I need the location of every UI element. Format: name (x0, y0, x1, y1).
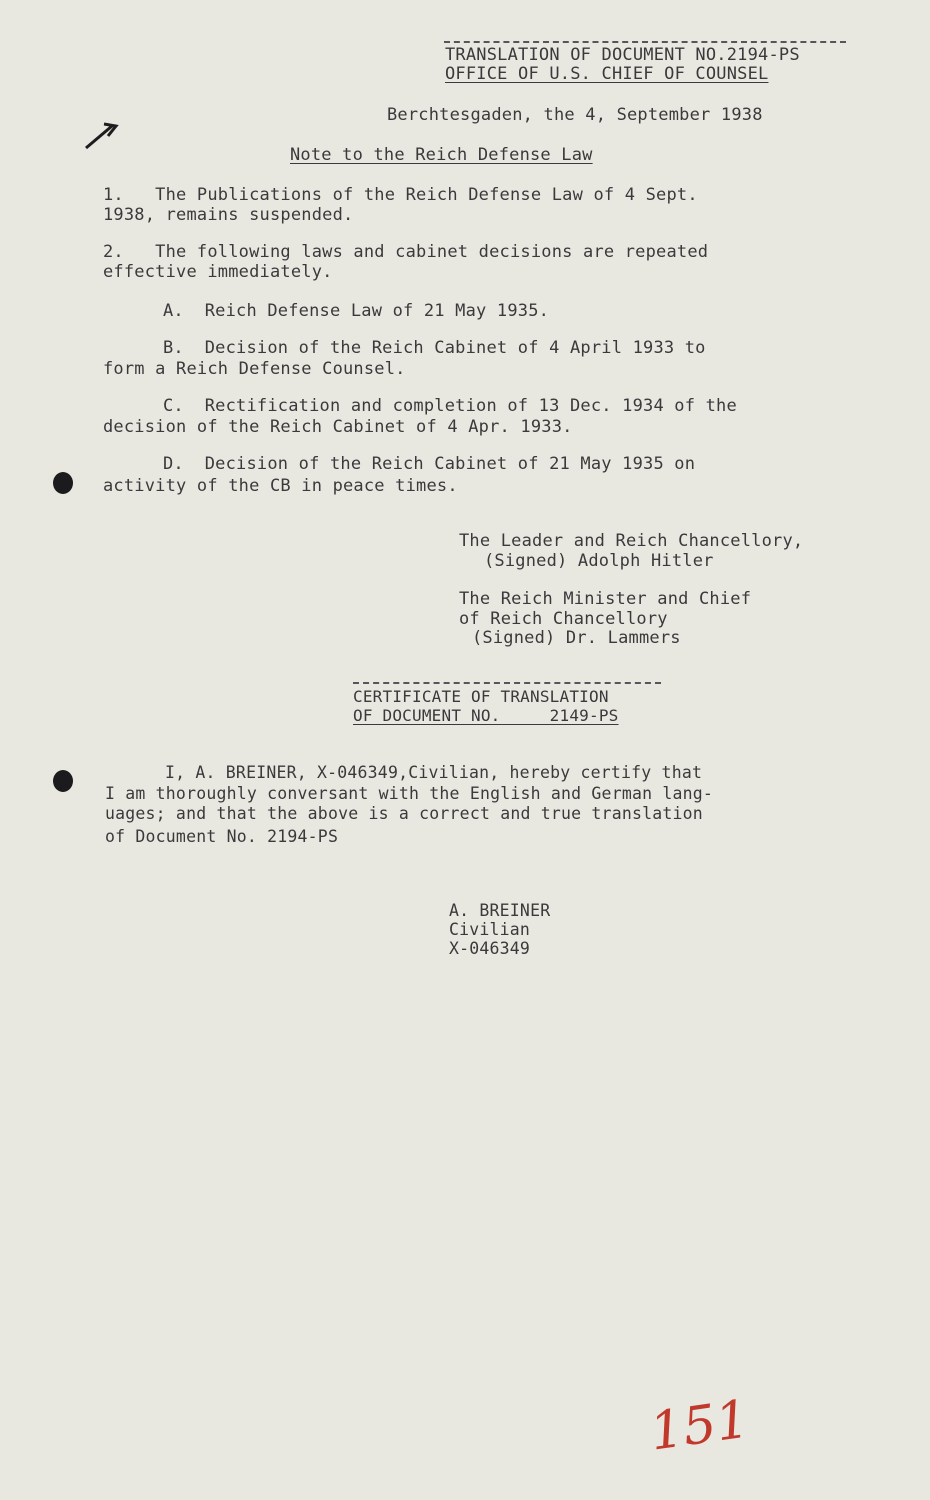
paragraph-1-line-2: 1938, remains suspended. (103, 205, 354, 225)
translator-status: Civilian (449, 920, 531, 939)
item-a: A. Reich Defense Law of 21 May 1935. (163, 301, 550, 321)
punch-hole-top (53, 472, 73, 494)
certificate-body-line-4: of Document No. 2194-PS (105, 827, 339, 846)
certificate-body-line-1: I, A. BREINER, X-046349,Civilian, hereby certify that (165, 763, 703, 782)
paragraph-1-line-1: 1. The Publications of the Reich Defense Law of 4 Sept. (103, 185, 698, 205)
paragraph-2-line-2: effective immediately. (103, 262, 333, 282)
item-b-line-1: B. Decision of the Reich Cabinet of 4 April 1933 to (163, 338, 706, 358)
certificate-rule (353, 682, 661, 684)
certificate-doc-number: OF DOCUMENT NO. 2149-PS (353, 706, 619, 725)
signature-1-line-2: (Signed) Adolph Hitler (484, 551, 714, 571)
certificate-title: CERTIFICATE OF TRANSLATION (353, 687, 609, 706)
dateline: Berchtesgaden, the 4, September 1938 (387, 105, 763, 125)
page-title: Note to the Reich Defense Law (290, 145, 593, 165)
header-title: TRANSLATION OF DOCUMENT NO.2194-PS (445, 45, 800, 65)
translator-name: A. BREINER (449, 901, 551, 920)
margin-arrow-mark (82, 118, 132, 158)
signature-2-line-1: The Reich Minister and Chief (459, 589, 752, 609)
item-d-line-1: D. Decision of the Reich Cabinet of 21 May 1935 on (163, 454, 696, 474)
header-rule (444, 41, 846, 43)
header-office: OFFICE OF U.S. CHIEF OF COUNSEL (445, 64, 769, 84)
handwritten-page-number: 151 (646, 1389, 753, 1463)
item-b-line-2: form a Reich Defense Counsel. (103, 359, 406, 379)
signature-1-line-1: The Leader and Reich Chancellory, (459, 531, 804, 551)
item-c-line-1: C. Rectification and completion of 13 Dec. 1934 of the (163, 396, 737, 416)
certificate-body-line-3: uages; and that the above is a correct and true translation (105, 804, 703, 823)
signature-2-line-3: (Signed) Dr. Lammers (472, 628, 681, 648)
translator-id: X-046349 (449, 939, 531, 958)
paragraph-2-line-1: 2. The following laws and cabinet decisions are repeated (103, 242, 709, 262)
punch-hole-bottom (53, 770, 73, 792)
certificate-body-line-2: I am thoroughly conversant with the English and German lang- (105, 784, 714, 803)
signature-2-line-2: of Reich Chancellory (459, 609, 668, 629)
item-d-line-2: activity of the CB in peace times. (103, 476, 458, 496)
item-c-line-2: decision of the Reich Cabinet of 4 Apr. 1933. (103, 417, 573, 437)
